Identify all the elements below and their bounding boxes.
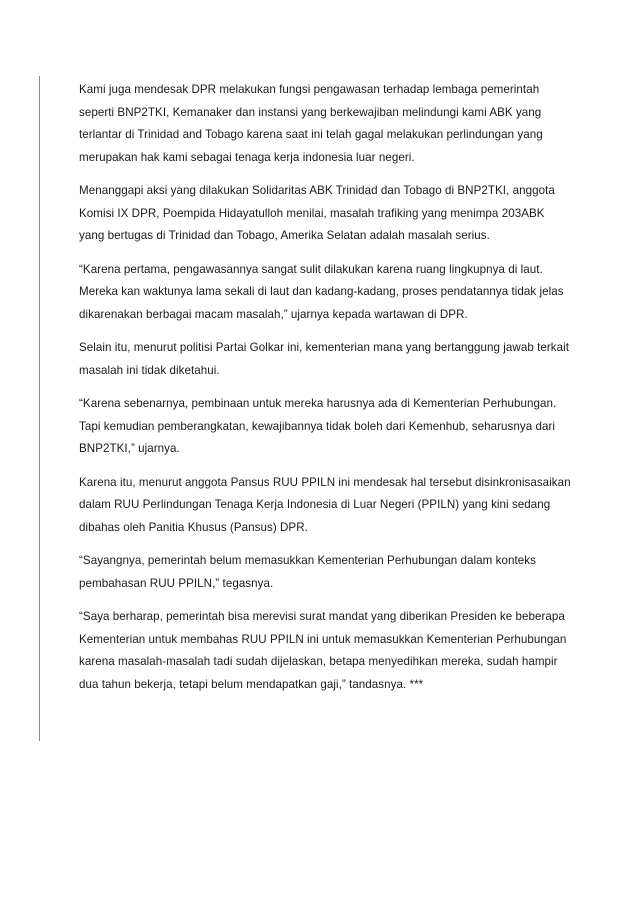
left-margin-rule <box>39 76 40 741</box>
paragraph-4: Selain itu, menurut politisi Partai Golkar ini, kementerian mana yang bertanggung jawab terkait masalah ini tidak diketahui. <box>79 341 570 377</box>
paragraph-2: Menanggapi aksi yang dilakukan Solidaritas ABK Trinidad dan Tobago di BNP2TKI, anggota Komisi IX DPR, Poempida Hidayatulloh menilai, masalah trafiking yang menimpa 203ABK yang bertugas di Trinidad dan Tobago, Amerika Selatan adalah masalah serius. <box>79 184 555 242</box>
paragraph-7: “Sayangnya, pemerintah belum memasukkan Kementerian Perhubungan dalam konteks pembahasan RUU PPILN,” tegasnya. <box>79 554 536 590</box>
paragraph-8: “Saya berharap, pemerintah bisa merevisi surat mandat yang diberikan Presiden ke beberapa Kementerian untuk membahas RUU PPILN ini untuk memasukkan Kementerian Perhubungan karena masalah-masalah tadi sudah dijelaskan, betapa menyedihkan mereka, sudah hampir dua tahun bekerja, tetapi belum mendapatkan gaji,” tandasnya. *** <box>79 610 567 691</box>
paragraph-1: Kami juga mendesak DPR melakukan fungsi pengawasan terhadap lembaga pemerintah seperti BNP2TKI, Kemanaker dan instansi yang berkewajiban melindungi kami ABK yang terlantar di Trinidad and Tobago karena saat ini telah gagal melakukan perlindungan yang merupakan hak kami sebagai tenaga kerja indonesia luar negeri. <box>79 83 543 164</box>
paragraph-3: “Karena pertama, pengawasannya sangat sulit dilakukan karena ruang lingkupnya di laut. Mereka kan waktunya lama sekali di laut dan kadang-kadang, proses pendatannya tidak jelas dikarenakan berbagai macam masalah,” ujarnya kepada wartawan di DPR. <box>79 262 564 321</box>
paragraph-5: “Karena sebenarnya, pembinaan untuk mereka harusnya ada di Kementerian Perhubungan. Tapi kemudian pemberangkatan, kewajibannya tidak boleh dari Kemenhub, seharusnya dari BNP2TKI,” ujarnya. <box>79 397 557 455</box>
article-body <box>79 79 571 707</box>
paragraph-6: Karena itu, menurut anggota Pansus RUU PPILN ini mendesak hal tersebut disinkronisasaikan dalam RUU Perlindungan Tenaga Kerja Indonesia di Luar Negeri (PPILN) yang kini sedang dibahas oleh Panitia Khusus (Pansus) DPR. <box>79 475 571 534</box>
